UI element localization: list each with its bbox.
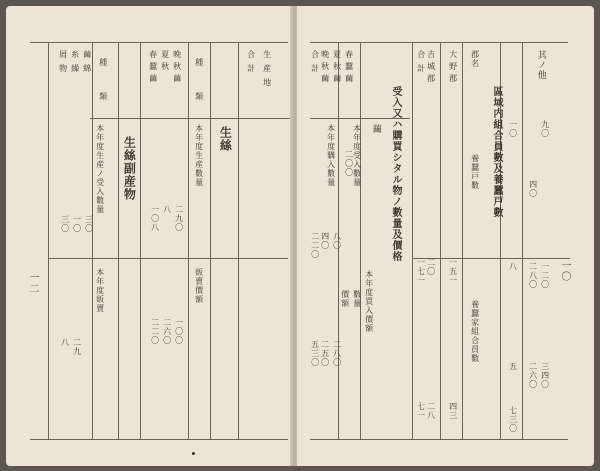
row-label: 野 <box>448 62 458 71</box>
data-value: 二〇 <box>426 258 436 276</box>
subhead: 種 <box>98 58 108 67</box>
data-value: 一〇 <box>72 215 82 233</box>
row-label: 繭 <box>320 74 330 83</box>
mid-rule <box>48 258 288 259</box>
column-header: 本年度買入價額 <box>364 270 374 333</box>
data-value: 二九 <box>72 338 82 356</box>
data-value: 四〇 <box>320 232 330 250</box>
row-label: 産 <box>262 64 272 73</box>
subheading: 其ノ他 <box>535 50 546 80</box>
data-value: 二九〇 <box>174 205 184 232</box>
data-value: 五 <box>508 362 518 371</box>
row-label: 繭 <box>172 74 182 83</box>
row-label: 計 <box>416 64 426 73</box>
row-label: 秋 <box>160 62 170 71</box>
column-header: 數量 <box>352 290 362 308</box>
row-label: 物 <box>58 64 68 73</box>
row-label: 繭 <box>344 74 354 83</box>
data-value: 二二〇 <box>310 232 320 259</box>
column-rule <box>48 42 49 440</box>
column-rule <box>188 42 189 440</box>
column-header: 本年度生産數量 <box>194 124 204 187</box>
table-bottom-rule <box>30 439 288 440</box>
column-header: 價額 <box>340 290 350 308</box>
column-rule <box>522 42 523 440</box>
mid-rule <box>412 258 570 259</box>
data-value: 三〇 <box>60 215 70 233</box>
row-label: 繭 <box>332 74 342 83</box>
column-rule <box>462 42 463 440</box>
data-value: 七一 <box>416 402 426 420</box>
data-value: 三四〇 <box>540 362 550 389</box>
column-rule <box>412 42 413 440</box>
section-title: 生絲 <box>218 126 233 152</box>
row-label: 繰 <box>70 64 80 73</box>
row-label: 春 <box>344 50 354 59</box>
data-value: 八〇 <box>332 232 342 250</box>
row-label: 郡 <box>426 74 436 83</box>
row-label: 合 <box>310 50 320 59</box>
column-rule <box>92 42 93 440</box>
column-header: 本年度受入數量 <box>352 124 362 187</box>
column-header: 本年度販賣 <box>95 268 105 313</box>
row-label: 晩 <box>172 50 182 59</box>
column-rule <box>118 42 119 440</box>
header-rule <box>90 118 290 119</box>
data-value: 一〇〇 <box>174 318 184 345</box>
row-label: 夏 <box>332 50 342 59</box>
row-label: 秋 <box>320 62 330 71</box>
data-value: 五三〇 <box>310 340 320 367</box>
row-label: 城 <box>426 62 436 71</box>
row-label: 秋 <box>172 62 182 71</box>
row-label: 生 <box>262 50 272 59</box>
row-label: 繭 <box>82 50 92 59</box>
data-value: 二〇〇 <box>344 150 354 177</box>
column-rule <box>238 42 239 440</box>
data-value: 四〇 <box>528 180 538 198</box>
data-value: 二八 <box>426 402 436 420</box>
row-label: 合 <box>246 50 256 59</box>
data-value: 一七一 <box>416 258 426 285</box>
row-label: 屑 <box>58 50 68 59</box>
table-top-rule <box>310 42 568 43</box>
row-label: 繭 <box>148 74 158 83</box>
table-bottom-rule <box>310 439 568 440</box>
data-value: 一二〇 <box>540 262 550 289</box>
table-heading: 受入又ハ購買シタル物ノ數量及價格 <box>390 86 401 262</box>
data-value: 二八〇 <box>528 262 538 289</box>
row-label: 綿 <box>82 64 92 73</box>
data-value: 四三 <box>448 402 458 420</box>
table-top-rule <box>30 42 288 43</box>
row-label: 糸 <box>70 50 80 59</box>
row-label: 夏 <box>160 50 170 59</box>
data-value: 一〇 <box>508 120 518 138</box>
data-value: 二六〇 <box>162 318 172 345</box>
column-rule <box>140 42 141 440</box>
column-header: 販賣價額 <box>194 268 204 304</box>
data-value: 七三〇 <box>508 406 518 433</box>
data-value: 一五一 <box>448 258 458 285</box>
data-value: 二五〇 <box>320 340 330 367</box>
column-rule <box>210 42 211 440</box>
column-header: 本年度購入數量 <box>326 124 336 187</box>
column-header: 養蠶家組合員數 <box>470 300 480 363</box>
data-value: 九〇 <box>540 120 550 138</box>
row-label: 蠶 <box>148 62 158 71</box>
row-label: 晩 <box>320 50 330 59</box>
column-header: 郡名 <box>470 50 480 68</box>
subhead: 類 <box>194 92 204 101</box>
row-label: 春 <box>148 50 158 59</box>
data-value: 二二〇 <box>150 318 160 345</box>
column-rule <box>440 42 441 440</box>
row-label: 計 <box>246 64 256 73</box>
data-value: 二六〇 <box>528 362 538 389</box>
row-label: 蠶 <box>344 62 354 71</box>
table-heading: 區域内組合員數及養蠶戸數 <box>491 86 502 218</box>
page-number-right: 一〇 <box>559 260 570 282</box>
data-value: 八 <box>508 262 518 271</box>
row-label: 吉 <box>426 50 436 59</box>
row-label: 秋 <box>332 62 342 71</box>
subhead: 種 <box>194 58 204 67</box>
section-title: 生絲副産物 <box>122 136 137 201</box>
data-value: 八 <box>60 338 70 347</box>
row-label: 郡 <box>448 74 458 83</box>
column-header: 養蠶戸數 <box>470 154 480 190</box>
data-value: 三〇 <box>84 215 94 233</box>
row-label: 計 <box>310 64 320 73</box>
column-rule <box>360 42 361 440</box>
row-label: 地 <box>262 78 272 87</box>
subheading: 繭 <box>370 124 381 134</box>
row-label: 大 <box>448 50 458 59</box>
data-value: 一〇八 <box>150 205 160 232</box>
data-value: 八 <box>162 205 172 214</box>
page-number-left: 一二 <box>27 272 38 294</box>
page-mark <box>192 452 195 455</box>
column-header: 本年度生産ノ受入數量 <box>95 124 105 214</box>
data-value: 二八〇 <box>332 340 342 367</box>
subhead: 類 <box>98 92 108 101</box>
row-label: 合 <box>416 50 426 59</box>
